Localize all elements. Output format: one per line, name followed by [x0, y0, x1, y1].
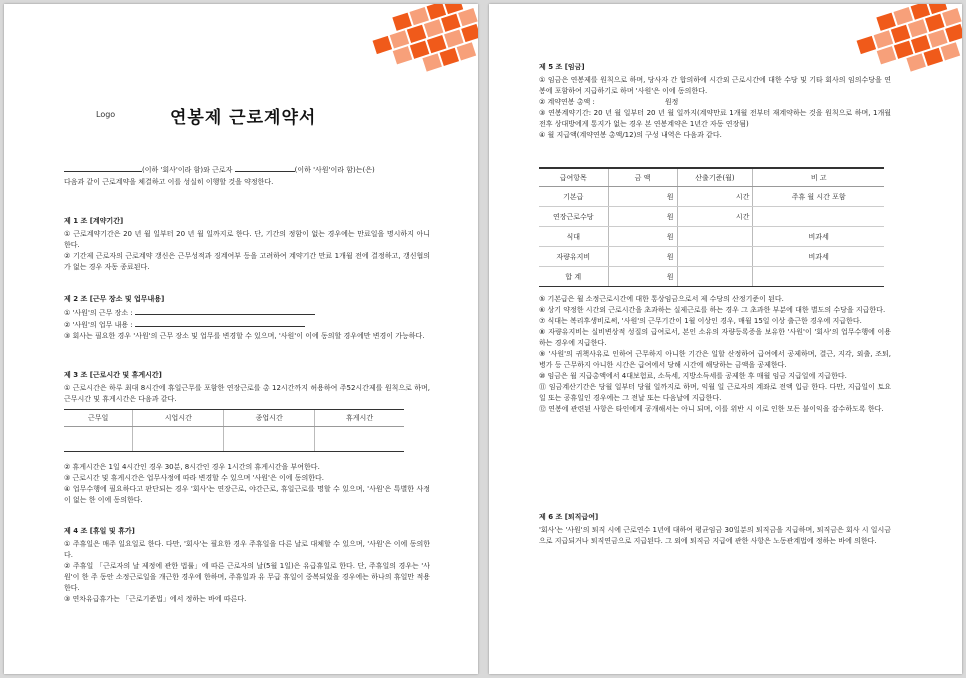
amount-cell[interactable]: 원	[608, 267, 677, 287]
note-cell	[753, 267, 884, 287]
amount-cell[interactable]: 원	[608, 207, 677, 227]
employee-name-field[interactable]	[235, 164, 295, 172]
table-header: 급여항목	[539, 168, 608, 187]
article-2-item: ① '사원'의 근무 장소 :	[64, 307, 430, 319]
article-1-item: ② 기간제 근로자의 근로계약 갱신은 근무성적과 징계여부 등을 고려하여 계약기간 만료 1개월 전에 결정하고, 갱신협의가 없는 경우 자동 종료된다.	[64, 252, 430, 271]
article-5-continued	[539, 294, 891, 415]
article-5	[539, 62, 891, 141]
article-4-title: 제 4 조 [휴일 및 휴가]	[64, 527, 135, 535]
article-5-item: ① 임금은 연봉제를 원칙으로 하며, 당사자 간 합의하에 시간외 근로시간에 대한 수당 및 기타 회사의 임의수당을 연봉에 포함하여 지급하기로 하며 '사원'은 이에 동의한다.	[539, 76, 891, 95]
end-time-cell[interactable]	[224, 427, 315, 452]
table-row	[539, 227, 884, 247]
pay-item-cell: 연장근로수당	[539, 207, 608, 227]
note-cell: 비과세	[753, 247, 884, 267]
table-header: 휴게시간	[315, 410, 404, 427]
article-5-item: ⑤ 기본급은 월 소정근로시간에 대한 통상임금으로서 제 수당의 산정기준이 된다.	[539, 295, 784, 303]
article-5-item: ⑨ '사원'의 귀책사유로 인하여 근무하지 아니한 기간은 일할 산정하여 급여에서 공제하며, 결근, 지각, 외출, 조퇴, 병가 등 근무하지 아니한 시간은 급여에서 당해 시간에 해당하는 금액을 공제한다.	[539, 350, 891, 369]
pay-item-cell: 자량유지비	[539, 247, 608, 267]
article-3-title: 제 3 조 [근로시간 및 휴게시간]	[64, 371, 162, 379]
document-title: 연봉제 근로계약서	[170, 108, 317, 128]
note-cell: 비과세	[753, 227, 884, 247]
article-5-item: ③ 연봉계약기간: 20 년 월 일부터 20 년 월 일까지(계약만료 1개월 전부터 재계약하는 것을 원칙으로 하며, 1개월 전후 상대방에게 통지가 없는 경우 본 연봉계약은 1년간 자동 연장됨)	[539, 109, 891, 128]
table-header: 금 액	[608, 168, 677, 187]
table-row	[539, 247, 884, 267]
table-header: 시업시간	[133, 410, 224, 427]
article-3-item: ③ 근로시간 및 휴게시간은 업무사정에 따라 변경할 수 있으며 '사원'은 이에 동의한다.	[64, 474, 324, 482]
article-2-item: ② '사원'의 업무 내용 :	[64, 319, 430, 331]
article-4-item: ① 주휴일은 매주 일요일로 한다. 다만, '회사'는 필요한 경우 주휴일을 다른 날로 대체할 수 있으며, '사원'은 이에 동의한다.	[64, 540, 430, 559]
work-days-cell[interactable]	[64, 427, 133, 452]
article-2-title: 제 2 조 [근무 장소 및 업무내용]	[64, 295, 165, 303]
article-5-item: ⑥ 상기 약정한 시간외 근로시간을 초과하는 실제근로를 하는 경우 그 초과한 부분에 대한 별도의 수당을 지급한다.	[539, 306, 886, 314]
orange-grid-decoration	[360, 4, 478, 72]
article-2	[64, 294, 430, 342]
monthly-pay-table	[539, 167, 884, 287]
basis-cell[interactable]: 시간	[677, 207, 753, 227]
company-name-field[interactable]	[64, 164, 142, 172]
amount-cell[interactable]: 원	[608, 247, 677, 267]
article-5-item: ⑫ 연봉에 관련된 사항은 타인에게 공개해서는 아니 되며, 이를 위반 시 이로 인한 모든 불이익을 감수하도록 한다.	[539, 405, 884, 413]
article-5-item: ② 계약연봉 총액 : 원정	[539, 98, 679, 106]
article-4-item: ② 주휴일 「근로자의 날 제정에 관한 법률」에 따른 근로자의 날(5월 1일)은 유급휴일로 한다. 단, 주휴일의 경우는 '사원'이 한 주 동안 소정근로일을 개근한 경우에 한하며, 주휴일과 유 무급 휴일이 중복되었을 경우에는 하나의 휴일만 적용한다.	[64, 562, 430, 592]
table-header: 산출기준(월)	[677, 168, 753, 187]
article-1	[64, 216, 430, 273]
pay-item-cell: 합 계	[539, 267, 608, 287]
company-logo-placeholder: Logo	[96, 110, 116, 119]
annual-salary-field[interactable]	[595, 97, 665, 104]
article-3-item: ② 휴게시간은 1일 4시간인 경우 30분, 8시간인 경우 1시간의 휴게시간을 부여한다.	[64, 463, 320, 471]
article-1-item: ① 근로계약기간은 20 년 월 일부터 20 년 월 일까지로 한다. 단, 기간의 정함이 없는 경우에는 만료일을 명시하지 아니한다.	[64, 230, 430, 249]
basis-cell[interactable]	[677, 267, 753, 287]
job-description-field[interactable]	[135, 319, 305, 327]
article-3-continued	[64, 462, 430, 506]
start-time-cell[interactable]	[133, 427, 224, 452]
article-6	[539, 512, 891, 547]
article-6-item: '회사'는 '사원'의 퇴직 시에 근로연수 1년에 대하여 평균임금 30일분의 퇴직금을 지급하며, 퇴직금은 회사 시 일시금으로 지급되거나 퇴직연금으로 지급된다. 그 외에 퇴직금 지급에 관한 사항은 노동관계법에 정하는 바에 의한다.	[539, 526, 891, 545]
amount-cell[interactable]: 원	[608, 187, 677, 207]
article-5-title: 제 5 조 [임금]	[539, 63, 585, 71]
contract-page-1	[4, 4, 478, 674]
table-row	[64, 427, 404, 452]
article-5-item: ⑪ 임금계산기간은 당월 일부터 당월 일까지로 하며, 익월 일 근로자의 계좌로 전액 입금 한다. 다만, 지급일이 토요일 또는 공휴일인 경우에는 그 전날 또는 다음날에 지급한다.	[539, 383, 891, 402]
article-3	[64, 370, 430, 405]
table-header: 비 고	[753, 168, 884, 187]
article-3-item: ① 근로시간은 하루 최대 8시간에 휴일근무를 포함한 연장근로를 총 12시간까지 허용하여 주52시간제를 원칙으로 하며, 근무시간 및 휴게시간은 다음과 같다.	[64, 384, 430, 403]
workplace-field[interactable]	[135, 307, 315, 315]
break-time-cell[interactable]	[315, 427, 404, 452]
article-4	[64, 526, 430, 605]
table-row	[539, 207, 884, 227]
amount-cell[interactable]: 원	[608, 227, 677, 247]
article-5-item: ④ 월 지급액(계약연봉 총액/12)의 구성 내역은 다음과 같다.	[539, 131, 722, 139]
basis-cell[interactable]	[677, 227, 753, 247]
article-5-item: ⑩ 임금은 월 지급총액에서 4대보험료, 소득세, 지방소득세를 공제한 후 매월 임금 지급일에 지급한다.	[539, 372, 847, 380]
pay-item-cell: 식대	[539, 227, 608, 247]
pay-item-cell: 기본급	[539, 187, 608, 207]
table-row	[539, 267, 884, 287]
note-cell: 주휴 월 시간 포함	[753, 187, 884, 207]
table-header: 근무일	[64, 410, 133, 427]
table-header: 종업시간	[224, 410, 315, 427]
article-6-title: 제 6 조 [퇴직급여]	[539, 513, 599, 521]
work-hours-table	[64, 409, 404, 452]
article-4-item: ③ 연차유급휴가는 「근로기준법」에서 정하는 바에 따른다.	[64, 595, 247, 603]
basis-cell[interactable]	[677, 247, 753, 267]
article-1-title: 제 1 조 [계약기간]	[64, 217, 124, 225]
article-5-item: ⑦ 식대는 복리후생비로써, '사원'의 근무기간이 1월 이상인 경우, 매월 15일 이상 출근한 경우에 지급한다.	[539, 317, 862, 325]
article-2-item: ③ 회사는 필요한 경우 '사원'의 근무 장소 및 업무를 변경할 수 있으며, '사원'이 이에 동의할 경우에만 변경이 가능하다.	[64, 332, 425, 340]
table-row	[539, 187, 884, 207]
basis-cell[interactable]: 시간	[677, 187, 753, 207]
contract-page-2	[489, 4, 962, 674]
note-cell	[753, 207, 884, 227]
article-3-item: ④ 업무수행에 필요하다고 판단되는 경우 '회사'는 연장근로, 야간근로, 휴일근로를 명할 수 있으며, '사원'은 특별한 사정이 없는 한 이에 동의한다.	[64, 485, 430, 504]
contract-intro: (이하 '회사'이라 함)와 근로자 (이하 '사원'이라 함)는(은) 다음과 같이 근로계약을 체결하고 이를 성실히 이행할 것을 약정한다.	[64, 166, 375, 186]
article-5-item: ⑧ 자량유지비는 실비변상적 성질의 급여로서, 본인 소유의 자량등록증을 보유한 '사원'이 '회사'의 업무수행에 이용하는 경우에 지급한다.	[539, 328, 891, 347]
